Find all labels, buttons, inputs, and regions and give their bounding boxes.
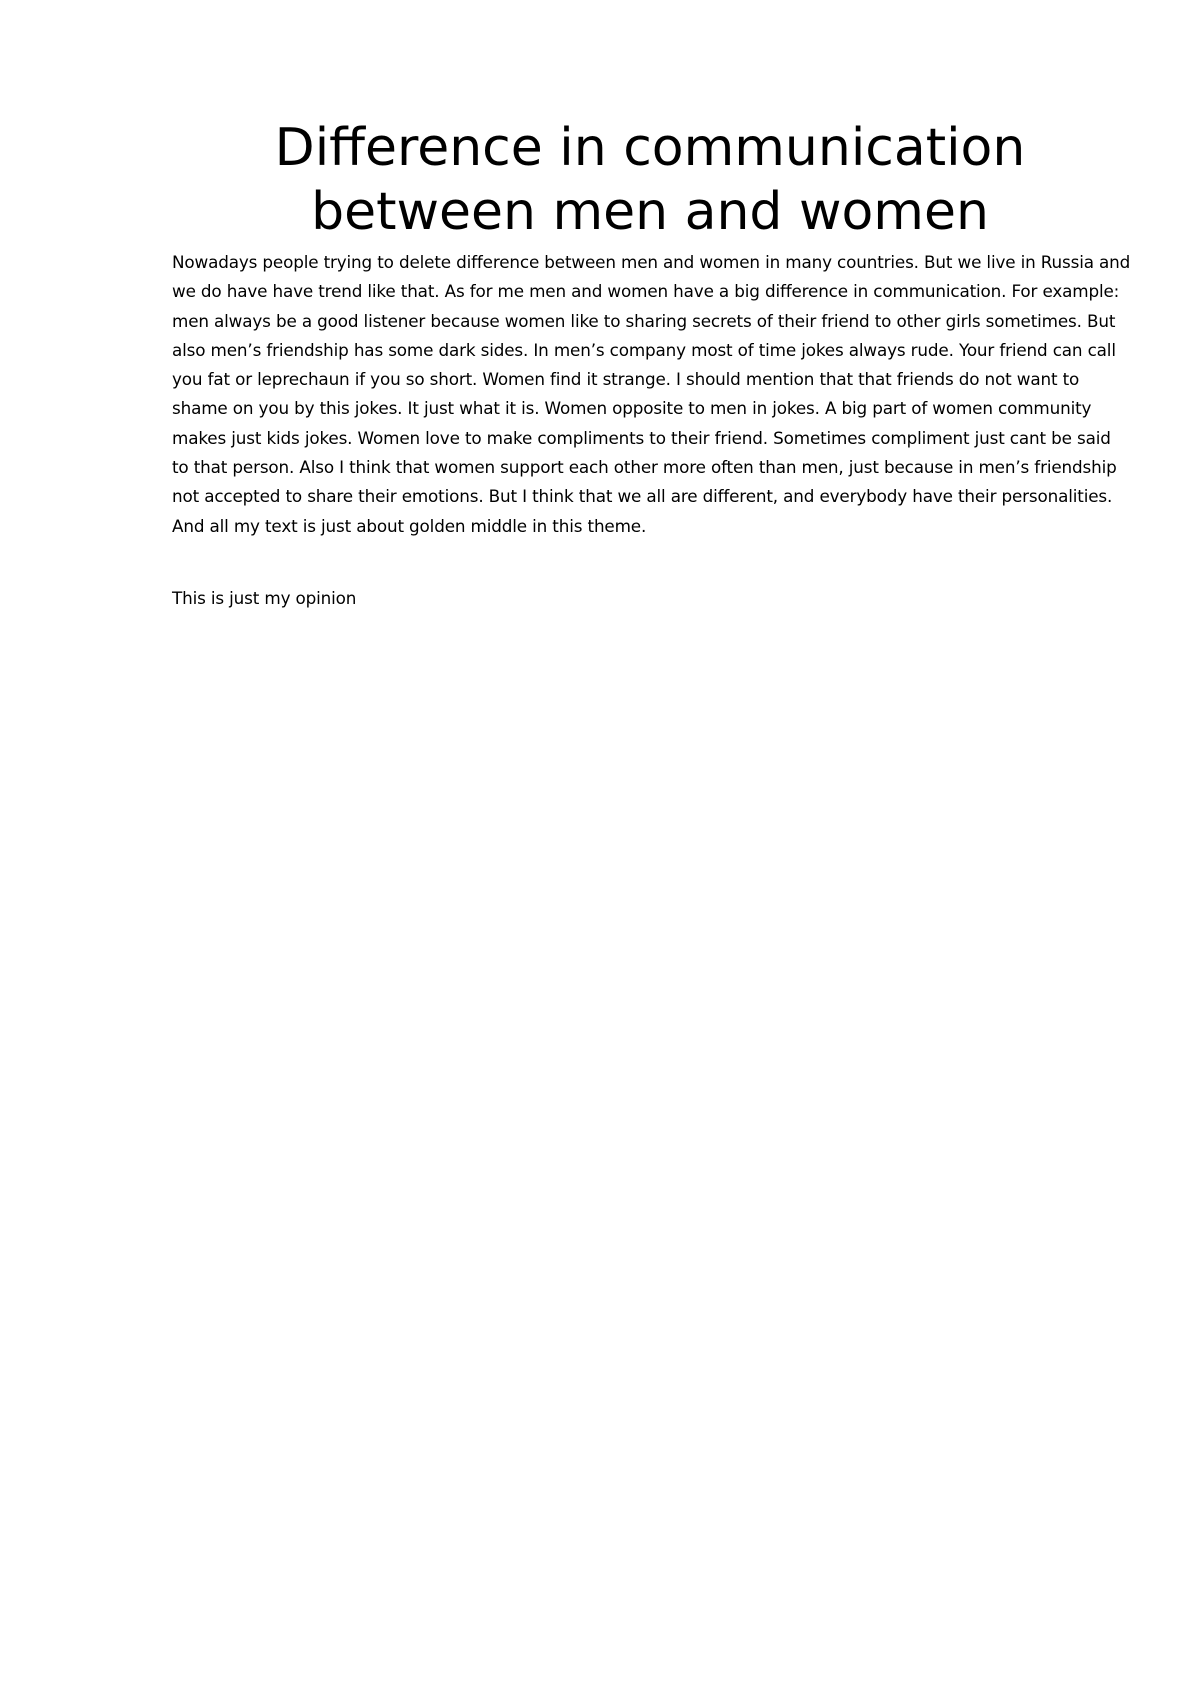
closing-paragraph: This is just my opinion bbox=[172, 588, 357, 608]
body-paragraph: Nowadays people trying to delete difference between men and women in many countries. But we live in Russia and we do have have trend like that. As for me men and women have a big difference in communication. For example: men always be a good listener because women like to sharing secrets of their friend to other girls sometimes. But also men’s friendship has some dark sides. In men’s company most of time jokes always rude. Your friend can call you fat or leprechaun if you so short. Women find it strange. I should mention that that friends do not want to shame on you by this jokes. It just what it is. Women opposite to men in jokes. A big part of women community makes just kids jokes. Women love to make compliments to their friend. Sometimes compliment just cant be said to that person. Also I think that women support each other more often than men, just because in men’s friendship not accepted to share their emotions. But I think that we all are different, and everybody have their personalities. And all my text is just about golden middle in this theme. bbox=[172, 252, 1131, 536]
document-title: Difference in communication between men and women bbox=[274, 118, 1026, 242]
